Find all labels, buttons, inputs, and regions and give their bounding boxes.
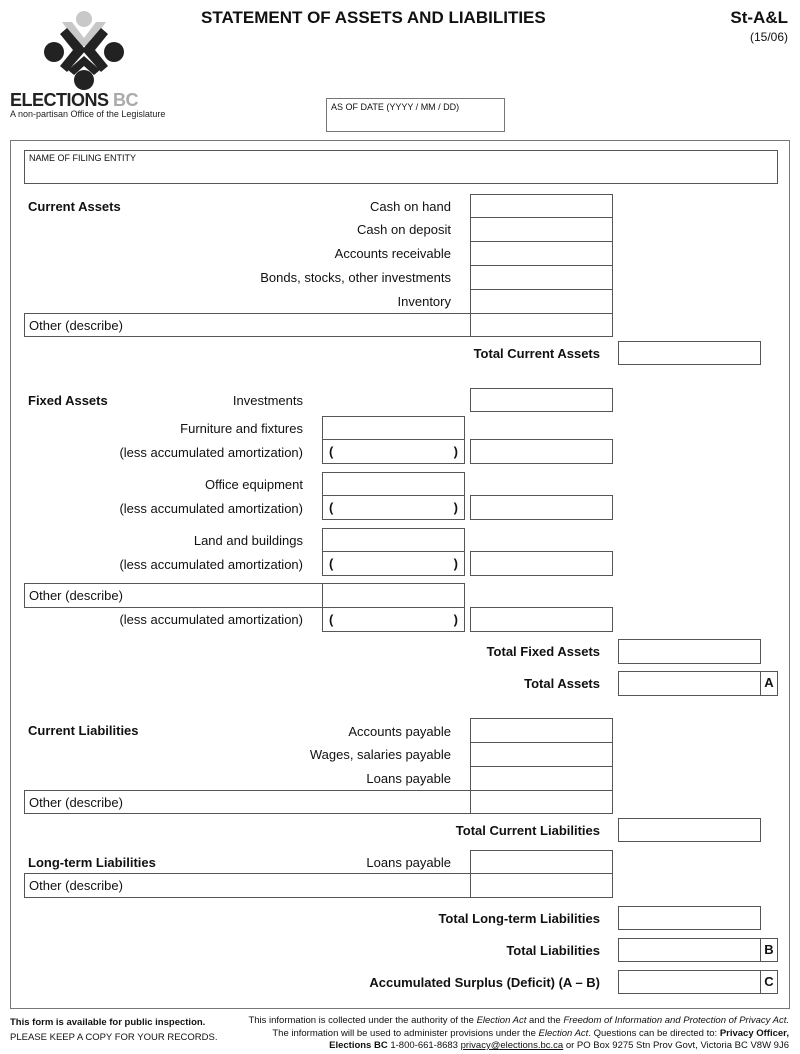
total-assets-input[interactable] xyxy=(618,671,778,696)
current-liabilities-other-describe-field[interactable] xyxy=(24,790,471,814)
paren-close: ) xyxy=(453,556,458,571)
current-liabilities-other-label: Other (describe) xyxy=(29,795,123,810)
total-liabilities-letter: B xyxy=(760,939,777,961)
furniture-fixtures-label: Furniture and fixtures xyxy=(180,421,303,436)
cash-on-deposit-label: Cash on deposit xyxy=(357,222,451,237)
current-liabilities-heading: Current Liabilities xyxy=(28,723,139,738)
current-assets-heading: Current Assets xyxy=(28,199,121,214)
land-buildings-label: Land and buildings xyxy=(193,533,303,548)
accumulated-surplus-label: Accumulated Surplus (Deficit) (A – B) xyxy=(369,975,600,990)
logo-wordmark-bc: BC xyxy=(113,90,139,110)
total-current-assets-label: Total Current Assets xyxy=(473,346,600,361)
paren-close: ) xyxy=(453,444,458,459)
paren-close: ) xyxy=(453,500,458,515)
inventory-label: Inventory xyxy=(397,294,451,309)
land-buildings-amortization-label: (less accumulated amortization) xyxy=(119,557,303,572)
privacy-officer: Privacy Officer, xyxy=(719,1027,789,1039)
logo xyxy=(10,8,170,120)
privacy-email-link[interactable]: privacy@elections.bc.ca xyxy=(460,1040,564,1051)
fixed-assets-heading: Fixed Assets xyxy=(28,393,108,408)
total-long-term-liabilities-label: Total Long-term Liabilities xyxy=(438,911,600,926)
elections-bc-logo-icon xyxy=(10,8,170,90)
long-term-other-label: Other (describe) xyxy=(29,878,123,893)
other-amortization-label: (less accumulated amortization) xyxy=(119,612,303,627)
accounts-receivable-input[interactable] xyxy=(470,241,613,266)
office-equipment-cost-input[interactable] xyxy=(322,472,465,496)
cash-on-deposit-input[interactable] xyxy=(470,217,613,242)
total-fixed-assets-label: Total Fixed Assets xyxy=(486,644,600,659)
paren-open: ( xyxy=(329,444,334,459)
total-current-liabilities-input[interactable] xyxy=(618,818,761,842)
current-assets-other-describe-field[interactable] xyxy=(24,313,471,337)
loans-payable-input[interactable] xyxy=(470,766,613,791)
as-of-date-field[interactable] xyxy=(326,98,505,132)
long-term-other-input[interactable] xyxy=(470,873,613,898)
total-assets-label: Total Assets xyxy=(524,676,600,691)
public-inspection-notice: This form is available for public inspection. xyxy=(10,1017,206,1028)
land-buildings-amortization-input[interactable] xyxy=(322,551,465,576)
fixed-assets-other-describe-field[interactable] xyxy=(24,583,323,608)
footer-notice xyxy=(10,1015,218,1045)
long-term-loans-label: Loans payable xyxy=(366,855,451,870)
fixed-assets-other-net-input[interactable] xyxy=(470,607,613,632)
total-long-term-liabilities-input[interactable] xyxy=(618,906,761,930)
long-term-liabilities-heading: Long-term Liabilities xyxy=(28,855,156,870)
bonds-stocks-input[interactable] xyxy=(470,265,613,290)
total-fixed-assets-input[interactable] xyxy=(618,639,761,664)
keep-copy-notice: PLEASE KEEP A COPY FOR YOUR RECORDS. xyxy=(10,1032,218,1043)
furniture-net-input[interactable] xyxy=(470,439,613,464)
accounts-payable-input[interactable] xyxy=(470,718,613,743)
bonds-stocks-label: Bonds, stocks, other investments xyxy=(260,270,451,285)
total-current-assets-input[interactable] xyxy=(618,341,761,365)
as-of-date-label: AS OF DATE (YYYY / MM / DD) xyxy=(331,102,460,112)
land-buildings-net-input[interactable] xyxy=(470,551,613,576)
inventory-input[interactable] xyxy=(470,289,613,314)
office-equipment-net-input[interactable] xyxy=(470,495,613,520)
page-title: STATEMENT OF ASSETS AND LIABILITIES xyxy=(201,8,546,27)
total-current-liabilities-label: Total Current Liabilities xyxy=(455,823,600,838)
loans-payable-label: Loans payable xyxy=(366,771,451,786)
long-term-other-describe-field[interactable] xyxy=(24,873,471,898)
cash-on-hand-input[interactable] xyxy=(470,194,613,218)
paren-close: ) xyxy=(453,612,458,627)
accounts-receivable-label: Accounts receivable xyxy=(334,246,451,261)
fixed-assets-other-cost-input[interactable] xyxy=(322,583,465,608)
paren-open: ( xyxy=(329,612,334,627)
investments-input[interactable] xyxy=(470,388,613,412)
office-equipment-amortization-input[interactable] xyxy=(322,495,465,520)
total-liabilities-input[interactable] xyxy=(618,938,778,962)
accumulated-surplus-letter: C xyxy=(760,971,777,993)
accounts-payable-label: Accounts payable xyxy=(348,724,451,739)
wages-payable-label: Wages, salaries payable xyxy=(309,747,451,762)
furniture-amortization-input[interactable] xyxy=(322,439,465,464)
cash-on-hand-label: Cash on hand xyxy=(370,199,451,214)
land-buildings-cost-input[interactable] xyxy=(322,528,465,552)
furniture-cost-input[interactable] xyxy=(322,416,465,440)
phone-number: 1-800-661-8683 xyxy=(387,1040,461,1051)
privacy-notice: This information is collected under the authority of the Election Act and the Freedom of Information and Protection of Privacy Act. The information will be used to administer provisions under the Election Act. Questions can be directed to: Privacy Officer, Elections BC 1-800-661-8683 privacy@elections.bc.ca or PO Box 9275 Stn Prov Govt, Victoria BC V8W 9J6 xyxy=(248,1015,789,1051)
investments-label: Investments xyxy=(232,393,303,408)
fixed-assets-other-label: Other (describe) xyxy=(29,588,123,603)
accumulated-surplus-input[interactable] xyxy=(618,970,778,994)
long-term-loans-input[interactable] xyxy=(470,850,613,874)
current-assets-other-label: Other (describe) xyxy=(29,318,123,333)
form-version: (15/06) xyxy=(749,30,788,44)
filing-entity-label: NAME OF FILING ENTITY xyxy=(29,153,137,163)
office-equipment-label: Office equipment xyxy=(204,477,303,492)
office-equipment-amortization-label: (less accumulated amortization) xyxy=(119,501,303,516)
wages-payable-input[interactable] xyxy=(470,742,613,767)
logo-wordmark: ELECTIONS xyxy=(10,90,109,110)
paren-open: ( xyxy=(329,500,334,515)
form-code: St-A&L xyxy=(730,8,788,27)
current-assets-other-input[interactable] xyxy=(470,313,613,337)
elections-bc-org: Elections BC xyxy=(329,1040,388,1051)
current-liabilities-other-input[interactable] xyxy=(470,790,613,814)
furniture-amortization-label: (less accumulated amortization) xyxy=(119,445,303,460)
total-liabilities-label: Total Liabilities xyxy=(506,943,600,958)
paren-open: ( xyxy=(329,556,334,571)
filing-entity-field[interactable] xyxy=(24,150,778,184)
mailing-address: or PO Box 9275 Stn Prov Govt, Victoria BC V8W 9J6 xyxy=(563,1040,789,1051)
total-assets-letter: A xyxy=(760,672,777,695)
logo-tagline: A non-partisan Office of the Legislature xyxy=(10,109,166,119)
fixed-assets-other-amortization-input[interactable] xyxy=(322,607,465,632)
